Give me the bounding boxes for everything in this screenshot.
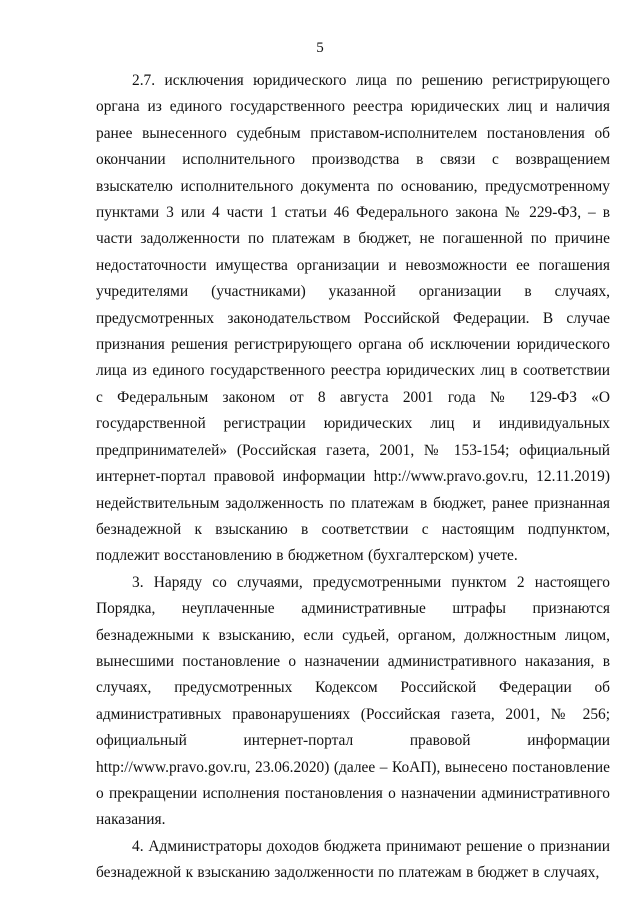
paragraph-4: 4. Администраторы доходов бюджета принимают решение о признании безнадежной к взысканию задолженности по платежам в бюджет в случаях, (96, 837, 610, 882)
paragraph-2-7: 2.7. исключения юридического лица по решению регистрирующего органа из единого государственного реестра юридических лиц и наличия ранее вынесенного судебным приставом-исполнителем постановления об окончании исполнительного производства в связи с возвращением взыскателю исполнительного документа по основанию, предусмотренному пунктами 3 или 4 части 1 статьи 46 Федерального закона № 229-ФЗ, – в части задолженности по платежам в бюджет, не погашенной по причине недостаточности имущества организации и невозможности ее погашения учредителями (участниками) указанной организации в случаях, предусмотренных законодательством Российской Федерации. В случае признания решения регистрирующего органа об исключении юридического лица из единого государственного реестра юридических лиц в соответствии с Федеральным законом от 8 августа 2001 года № 129-ФЗ «О государственной регистрации юридических лиц и индивидуальных предпринимателей» (Российская газета, 2001, № 153-154; официальный интернет-портал правовой информации http://www.pravo.gov.ru, 12.11.2019) недействительным задолженность по платежам в бюджет, ранее признанная безнадежной к взысканию в соответствии с настоящим подпунктом, подлежит восстановлению в бюджетном (бухгалтерском) учете. (96, 72, 610, 565)
document-body (96, 68, 610, 887)
paragraph-3: 3. Наряду со случаями, предусмотренными пунктом 2 настоящего Порядка, неуплаченные административные штрафы признаются безнадежными к взысканию, если судьей, органом, должностным лицом, вынесшими постановление о назначении административного наказания, в случаях, предусмотренных Кодексом Российской Федерации об административных правонарушениях (Российская газета, 2001, № 256; официальный интернет-портал правовой информации http://www.pravo.gov.ru, 23.06.2020) (далее – КоАП), вынесено постановление о прекращении исполнения постановления о назначении административного наказания. (96, 573, 610, 829)
page-number: 5 (316, 40, 324, 56)
